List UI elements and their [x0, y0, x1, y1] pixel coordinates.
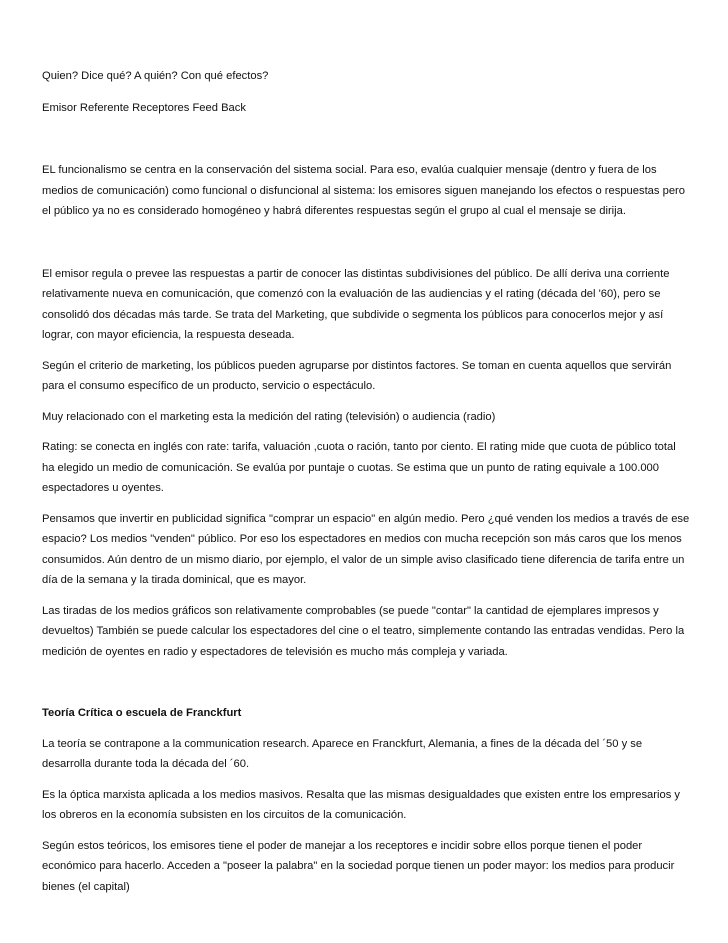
paragraph-emisor-regula: El emisor regula o prevee las respuestas a partir de conocer las distintas subdivisiones del público. De allí deriva una corriente relativamente nueva en comunicación, que comenzó con la evaluación de las audiencias y el rating (década del '60), pero se consolidó dos décadas más tarde. Se trata del Marketing, que subdivide o segmenta los públicos para conocerlos mejor y así lograr, con mayor eficiencia, la respuesta deseada. — [42, 267, 670, 341]
paragraph-funcionalismo: EL funcionalismo se centra en la conservación del sistema social. Para eso, evalúa cualquier mensaje (dentro y fuera de los medios de comunicación) como funcional o disfuncional al sistema: los emisores siguen manejando los efectos o respuestas pero el público ya no es considerado homogéneo y habrá diferentes respuestas según el grupo al cual el mensaje se dirija. — [42, 164, 686, 217]
paragraph-rating-definicion: Rating: se conecta en inglés con rate: tarifa, valuación ,cuota o ración, tanto por ciento. El rating mide que cuota de público total ha elegido un medio de comunicación. Se evalúa por puntaje o cuotas. Se estima que un punto de rating equivale a 100.000 espectadores u oyentes. — [42, 441, 676, 494]
paragraph-optica-marxista: Es la óptica marxista aplicada a los medios masivos. Resalta que las mismas desigualdades que existen entre los empresarios y los obreros en la economía subsisten en los circuitos de la comunicación. — [42, 788, 680, 821]
paragraph-teoricos-emisores: Según estos teóricos, los emisores tiene el poder de manejar a los receptores e incidir sobre ellos porque tienen el poder económico para hacerlo. Acceden a "poseer la palabra" en la sociedad porque tienen un poder mayor: los medios para producir bienes (el capital) — [42, 839, 675, 893]
paragraph-publicidad: Pensamos que invertir en publicidad significa "comprar un espacio" en algún medio. Pero ¿qué venden los medios a través de ese espacio? Los medios "venden" público. Por eso los espectadores en medios con mucha recepción son más caros que los menos consumidos. Aún dentro de un mismo diario, por ejemplo, el valor de un simple aviso clasificado tiene diferencia de tarifa entre un día de la semana y la tirada dominical, que es mayor. — [42, 512, 690, 586]
section-heading-teoria-critica: Teoría Crítica o escuela de Franckfurt — [42, 707, 242, 719]
questions-line: Quien? Dice qué? A quién? Con qué efectos? — [42, 70, 269, 82]
paragraph-teoria-contrapone: La teoría se contrapone a la communication research. Aparece en Franckfurt, Alemania, a fines de la década del ´50 y se desarrolla durante toda la década del ´60. — [42, 737, 643, 770]
document-page — [42, 66, 690, 897]
roles-line: Emisor Referente Receptores Feed Back — [42, 101, 246, 114]
paragraph-marketing-criterio: Según el criterio de marketing, los públicos pueden agruparse por distintos factores. Se toman en cuenta aquellos que servirán para el consumo específico de un producto, servicio o espectáculo. — [42, 359, 672, 392]
paragraph-tiradas: Las tiradas de los medios gráficos son relativamente comprobables (se puede "contar" la cantidad de ejemplares impresos y devueltos) También se puede calcular los espectadores del cine o el teatro, simplemente contando las entradas vendidas. Pero la medición de oyentes en radio y espectadores de televisión es mucho más compleja y variada. — [42, 604, 685, 658]
paragraph-medicion-rating: Muy relacionado con el marketing esta la medición del rating (televisión) o audiencia (radio) — [42, 410, 496, 423]
